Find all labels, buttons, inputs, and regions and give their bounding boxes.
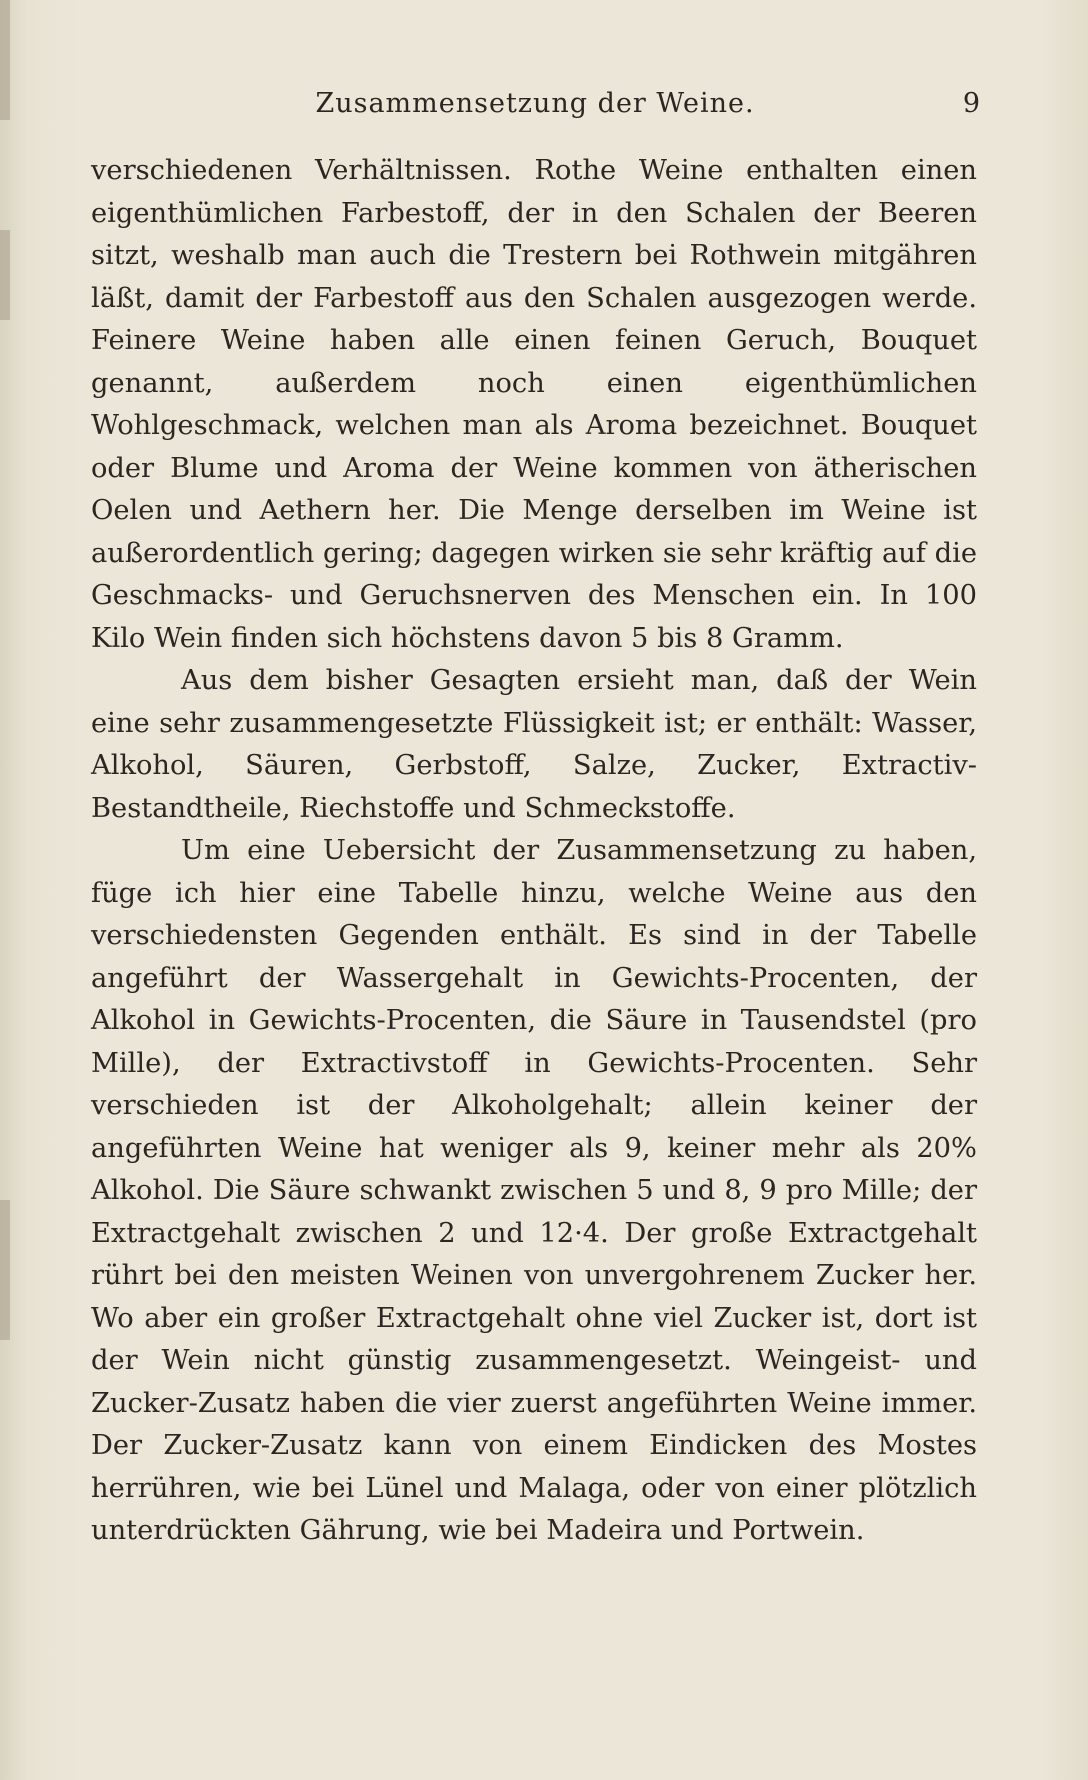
page-number: 9: [962, 88, 980, 119]
binding-edge: [0, 1200, 10, 1340]
binding-edge: [0, 0, 10, 120]
running-head: [90, 84, 980, 124]
paragraph-2: Aus dem bisher Gesagten ersieht man, daß der Wein eine sehr zusammengesetzte Flüssigkeit ist; er enthält: Wasser, Alkohol, Säuren, Gerbstoff, Salze, Zucker, Extractiv-Bestandtheile, Riechstoffe und Schmeckstoffe.: [91, 665, 977, 824]
running-title: Zusammensetzung der Weine.: [315, 88, 755, 119]
body-text: [91, 150, 977, 1553]
binding-edge: [0, 230, 10, 320]
paragraph-1: verschiedenen Verhältnissen. Rothe Weine enthalten einen eigenthümlichen Farbestoff, der in den Schalen der Beeren sitzt, weshalb man auch die Trestern bei Rothwein mitgähren läßt, damit der Farbestoff aus den Schalen ausgezogen werde. Feinere Weine haben alle einen feinen Geruch, Bouquet genannt, außerdem noch einen eigenthümlichen Wohlgeschmack, welchen man als Aroma bezeichnet. Bouquet oder Blume und Aroma der Weine kommen von ätherischen Oelen und Aethern her. Die Menge derselben im Weine ist außerordentlich gering; dagegen wirken sie sehr kräftig auf die Geschmacks- und Geruchsnerven des Menschen ein. In 100 Kilo Wein finden sich höchstens davon 5 bis 8 Gramm.: [91, 155, 977, 654]
paragraph-3: Um eine Uebersicht der Zusammensetzung zu haben, füge ich hier eine Tabelle hinzu, welche Weine aus den verschiedensten Gegenden enthält. Es sind in der Tabelle angeführt der Wassergehalt in Gewichts-Procenten, der Alkohol in Gewichts-Procenten, die Säure in Tausendstel (pro Mille), der Extractivstoff in Gewichts-Procenten. Sehr verschieden ist der Alkoholgehalt; allein keiner der angeführten Weine hat weniger als 9, keiner mehr als 20% Alkohol. Die Säure schwankt zwischen 5 und 8, 9 pro Mille; der Extractgehalt zwischen 2 und 12·4. Der große Extractgehalt rührt bei den meisten Weinen von unvergohrenem Zucker her. Wo aber ein großer Extractgehalt ohne viel Zucker ist, dort ist der Wein nicht günstig zusammengesetzt. Weingeist- und Zucker-Zusatz haben die vier zuerst angeführten Weine immer. Der Zucker-Zusatz kann von einem Eindicken des Mostes herrühren, wie bei Lünel und Malaga, oder von einer plötzlich unterdrückten Gährung, wie bei Madeira und Portwein.: [91, 835, 977, 1546]
